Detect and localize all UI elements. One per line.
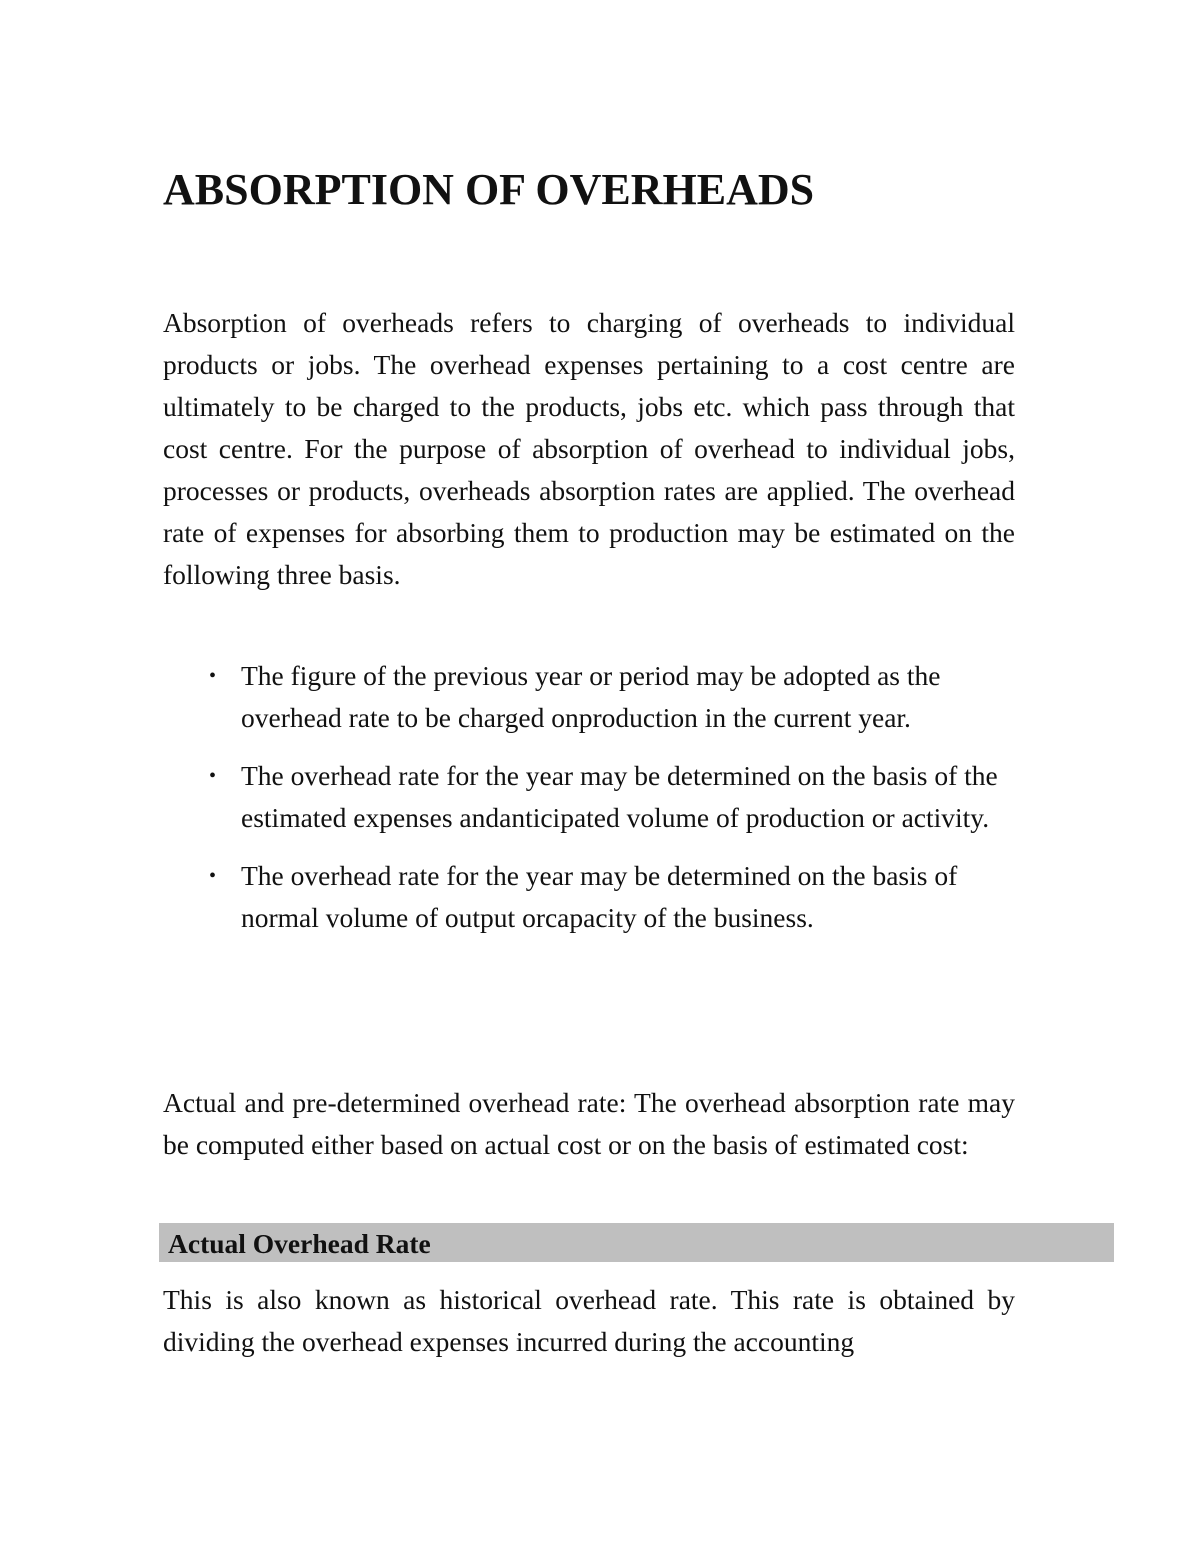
bullet-icon: • (209, 665, 217, 687)
page-title: ABSORPTION OF OVERHEADS (163, 165, 815, 214)
list-item (163, 655, 1015, 739)
intro-paragraph: Absorption of overheads refers to charging of overheads to individual products or jobs. The overhead expenses pertaining to a cost centre are ultimately to be charged to the products, jobs etc. which pass through that cost centre. For the purpose of absorption of overhead to individual jobs, processes or products, overheads absorption rates are applied. The overhead rate of expenses for absorbing them to production may be estimated on the following three basis. (163, 307, 1015, 590)
section-heading: Actual Overhead Rate (168, 1228, 431, 1259)
actual-predetermined-paragraph: Actual and pre-determined overhead rate: The overhead absorption rate may be computed either based on actual cost or on the basis of estimated cost: (163, 1087, 1015, 1160)
section-paragraph: This is also known as historical overhead rate. This rate is obtained by dividing the overhead expenses incurred during the accounting (163, 1284, 1015, 1357)
list-item (163, 855, 1015, 939)
list-item-text: The overhead rate for the year may be determined on the basis of normal volume of output orcapacity of the business. (241, 860, 958, 933)
list-item (163, 755, 1015, 839)
basis-list (163, 655, 1015, 955)
list-item-text: The figure of the previous year or period may be adopted as the overhead rate to be charged onproduction in the current year. (241, 660, 941, 733)
list-item-text: The overhead rate for the year may be determined on the basis of the estimated expenses andanticipated volume of production or activity. (241, 760, 998, 833)
bullet-icon: • (209, 765, 217, 787)
bullet-icon: • (209, 865, 217, 887)
